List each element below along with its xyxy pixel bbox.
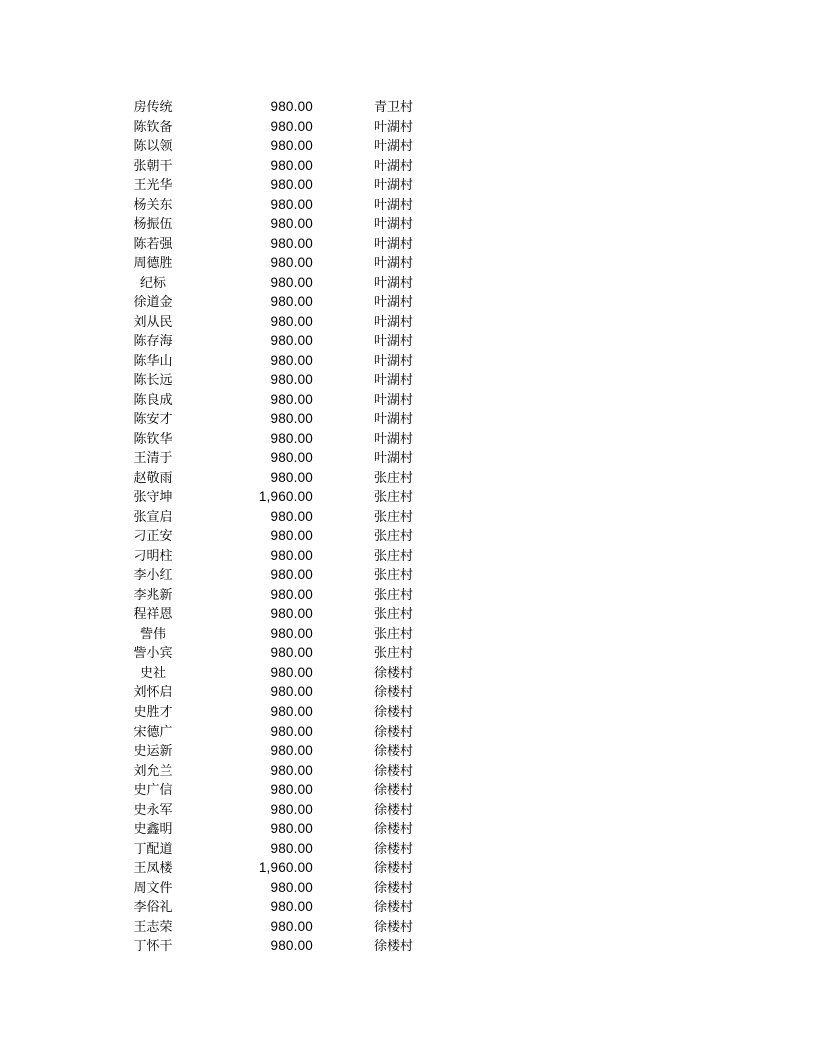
village-cell: 叶湖村 — [374, 411, 414, 427]
amount-cell: 980.00 — [270, 821, 313, 837]
table-row — [0, 97, 816, 117]
village-cell: 张庄村 — [374, 586, 414, 602]
village-cell: 叶湖村 — [374, 157, 414, 173]
name-cell: 杨关东 — [133, 196, 173, 212]
village-cell: 徐楼村 — [374, 723, 414, 739]
village-cell: 叶湖村 — [374, 372, 414, 388]
table-row — [0, 839, 816, 859]
village-cell: 叶湖村 — [374, 196, 414, 212]
village-cell: 叶湖村 — [374, 391, 414, 407]
name-cell: 李小红 — [133, 567, 173, 583]
name-cell: 陈安才 — [133, 411, 173, 427]
name-cell: 刁明柱 — [133, 547, 173, 563]
name-cell: 刘允兰 — [133, 762, 173, 778]
name-cell: 刘怀启 — [133, 684, 173, 700]
amount-cell: 980.00 — [270, 918, 313, 934]
name-cell: 訾小宾 — [133, 645, 173, 661]
name-cell: 周德胜 — [133, 255, 173, 271]
village-cell: 叶湖村 — [374, 430, 414, 446]
amount-cell: 980.00 — [270, 625, 313, 641]
name-cell: 史永军 — [133, 801, 173, 817]
name-cell: 程祥恩 — [133, 606, 173, 622]
amount-cell: 980.00 — [270, 313, 313, 329]
village-cell: 叶湖村 — [374, 138, 414, 154]
village-cell: 徐楼村 — [374, 860, 414, 876]
table-row — [0, 487, 816, 507]
amount-cell: 980.00 — [270, 508, 313, 524]
table-row — [0, 526, 816, 546]
table-row — [0, 253, 816, 273]
name-cell: 王清于 — [133, 450, 173, 466]
name-cell: 陈长远 — [133, 372, 173, 388]
village-cell: 张庄村 — [374, 469, 414, 485]
table-row — [0, 800, 816, 820]
amount-cell: 980.00 — [270, 879, 313, 895]
village-cell: 徐楼村 — [374, 801, 414, 817]
amount-cell: 980.00 — [270, 782, 313, 798]
name-cell: 丁配道 — [133, 840, 173, 856]
amount-cell: 980.00 — [270, 469, 313, 485]
table-row — [0, 917, 816, 937]
table-row — [0, 878, 816, 898]
table-row — [0, 429, 816, 449]
village-cell: 叶湖村 — [374, 333, 414, 349]
table-row — [0, 156, 816, 176]
table-row — [0, 468, 816, 488]
amount-cell: 980.00 — [270, 430, 313, 446]
village-cell: 叶湖村 — [374, 450, 414, 466]
amount-cell: 980.00 — [270, 723, 313, 739]
amount-cell: 980.00 — [270, 294, 313, 310]
table-row — [0, 292, 816, 312]
table-row — [0, 936, 816, 956]
village-cell: 叶湖村 — [374, 177, 414, 193]
village-cell: 张庄村 — [374, 645, 414, 661]
amount-cell: 980.00 — [270, 411, 313, 427]
village-cell: 叶湖村 — [374, 274, 414, 290]
name-cell: 陈钦华 — [133, 430, 173, 446]
name-cell: 史社 — [139, 664, 166, 680]
table-row — [0, 682, 816, 702]
table-row — [0, 117, 816, 137]
amount-cell: 980.00 — [270, 138, 313, 154]
name-cell: 王光华 — [133, 177, 173, 193]
amount-cell: 980.00 — [270, 528, 313, 544]
name-cell: 刁正安 — [133, 528, 173, 544]
name-cell: 陈良成 — [133, 391, 173, 407]
table-row — [0, 448, 816, 468]
village-cell: 张庄村 — [374, 489, 414, 505]
table-row — [0, 585, 816, 605]
amount-cell: 980.00 — [270, 547, 313, 563]
table-row — [0, 331, 816, 351]
table-row — [0, 507, 816, 527]
name-cell: 李兆新 — [133, 586, 173, 602]
amount-cell: 980.00 — [270, 586, 313, 602]
village-cell: 徐楼村 — [374, 664, 414, 680]
table-row — [0, 546, 816, 566]
table-row — [0, 722, 816, 742]
amount-cell: 980.00 — [270, 352, 313, 368]
table-row — [0, 897, 816, 917]
amount-cell: 980.00 — [270, 235, 313, 251]
village-cell: 张庄村 — [374, 625, 414, 641]
name-cell: 王志荣 — [133, 918, 173, 934]
amount-cell: 980.00 — [270, 99, 313, 114]
table-row — [0, 663, 816, 683]
table-row — [0, 195, 816, 215]
name-cell: 訾伟 — [139, 625, 166, 641]
amount-cell: 1,960.00 — [258, 860, 313, 876]
amount-cell: 980.00 — [270, 567, 313, 583]
village-cell: 叶湖村 — [374, 313, 414, 329]
village-cell: 叶湖村 — [374, 235, 414, 251]
table-row — [0, 370, 816, 390]
village-cell: 徐楼村 — [374, 684, 414, 700]
amount-cell: 980.00 — [270, 606, 313, 622]
name-cell: 宋德广 — [133, 723, 173, 739]
amount-cell: 980.00 — [270, 840, 313, 856]
amount-cell: 980.00 — [270, 684, 313, 700]
name-cell: 陈以领 — [133, 138, 173, 154]
table-row — [0, 604, 816, 624]
amount-cell: 980.00 — [270, 196, 313, 212]
table-row — [0, 409, 816, 429]
name-cell: 张守坤 — [133, 489, 173, 505]
village-cell: 叶湖村 — [374, 118, 414, 134]
table-row — [0, 858, 816, 878]
amount-cell: 980.00 — [270, 372, 313, 388]
amount-cell: 980.00 — [270, 118, 313, 134]
table-row — [0, 819, 816, 839]
village-cell: 叶湖村 — [374, 352, 414, 368]
name-cell: 陈存海 — [133, 333, 173, 349]
village-cell: 徐楼村 — [374, 743, 414, 759]
village-cell: 张庄村 — [374, 567, 414, 583]
village-cell: 叶湖村 — [374, 294, 414, 310]
table-row — [0, 175, 816, 195]
amount-cell: 980.00 — [270, 762, 313, 778]
name-cell: 房传统 — [133, 99, 173, 114]
table-row — [0, 312, 816, 332]
table-row — [0, 136, 816, 156]
amount-cell: 980.00 — [270, 255, 313, 271]
amount-cell: 980.00 — [270, 177, 313, 193]
village-cell: 徐楼村 — [374, 918, 414, 934]
name-cell: 张朝干 — [133, 157, 173, 173]
name-cell: 纪标 — [139, 274, 166, 290]
name-cell: 陈钦备 — [133, 118, 173, 134]
amount-cell: 980.00 — [270, 703, 313, 719]
name-cell: 张宣启 — [133, 508, 173, 524]
village-cell: 张庄村 — [374, 606, 414, 622]
village-cell: 张庄村 — [374, 508, 414, 524]
amount-cell: 980.00 — [270, 645, 313, 661]
name-cell: 刘从民 — [133, 313, 173, 329]
table-row — [0, 565, 816, 585]
table-row — [0, 351, 816, 371]
payment-list-table — [0, 97, 816, 956]
village-cell: 叶湖村 — [374, 255, 414, 271]
name-cell: 史广信 — [133, 782, 173, 798]
table-row — [0, 780, 816, 800]
amount-cell: 980.00 — [270, 899, 313, 915]
table-row — [0, 624, 816, 644]
table-row — [0, 761, 816, 781]
amount-cell: 980.00 — [270, 274, 313, 290]
table-row — [0, 390, 816, 410]
amount-cell: 980.00 — [270, 664, 313, 680]
village-cell: 徐楼村 — [374, 821, 414, 837]
amount-cell: 980.00 — [270, 157, 313, 173]
amount-cell: 980.00 — [270, 333, 313, 349]
name-cell: 陈华山 — [133, 352, 173, 368]
table-row — [0, 643, 816, 663]
amount-cell: 980.00 — [270, 216, 313, 232]
name-cell: 赵敬雨 — [133, 469, 173, 485]
name-cell: 陈若强 — [133, 235, 173, 251]
amount-cell: 980.00 — [270, 391, 313, 407]
name-cell: 王凤楼 — [133, 860, 173, 876]
village-cell: 徐楼村 — [374, 938, 414, 954]
amount-cell: 980.00 — [270, 801, 313, 817]
amount-cell: 980.00 — [270, 743, 313, 759]
village-cell: 徐楼村 — [374, 782, 414, 798]
village-cell: 徐楼村 — [374, 840, 414, 856]
village-cell: 张庄村 — [374, 528, 414, 544]
name-cell: 周文件 — [133, 879, 173, 895]
table-row — [0, 214, 816, 234]
name-cell: 史鑫明 — [133, 821, 173, 837]
table-row — [0, 741, 816, 761]
village-cell: 叶湖村 — [374, 216, 414, 232]
village-cell: 青卫村 — [374, 99, 414, 114]
village-cell: 徐楼村 — [374, 879, 414, 895]
amount-cell: 980.00 — [270, 450, 313, 466]
amount-cell: 1,960.00 — [258, 489, 313, 505]
table-row — [0, 273, 816, 293]
name-cell: 史胜才 — [133, 703, 173, 719]
name-cell: 杨振伍 — [133, 216, 173, 232]
village-cell: 徐楼村 — [374, 703, 414, 719]
village-cell: 张庄村 — [374, 547, 414, 563]
village-cell: 徐楼村 — [374, 762, 414, 778]
name-cell: 徐道金 — [133, 294, 173, 310]
table-row — [0, 234, 816, 254]
name-cell: 史运新 — [133, 743, 173, 759]
name-cell: 丁怀干 — [133, 938, 173, 954]
amount-cell: 980.00 — [270, 938, 313, 954]
table-row — [0, 702, 816, 722]
name-cell: 李俗礼 — [133, 899, 173, 915]
village-cell: 徐楼村 — [374, 899, 414, 915]
